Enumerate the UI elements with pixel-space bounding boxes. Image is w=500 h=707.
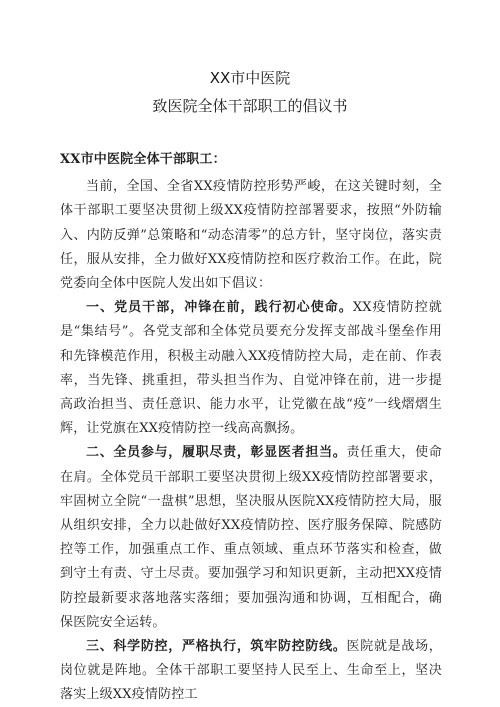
document-body (60, 148, 442, 707)
salutation: XX市中医院全体干部职工： (60, 152, 226, 167)
section-text-3: 医院就是战场，岗位就是阵地。全体干部职工要坚持人民至上、生命至上，坚决落实上级XX疫情防控工 (60, 639, 442, 703)
section-paragraph-3 (60, 635, 442, 707)
section-paragraph-1 (60, 296, 442, 441)
document-title-org: XX市中医院 (209, 69, 291, 87)
intro-paragraph: 当前，全国、全省XX疫情防控形势严峻，在这关键时刻，全体干部职工要坚决贯彻上级XX疫情防控部署要求，按照“外防输入、内防反弹”总策略和“动态清零”的总方针，坚守岗位，落实责任，服从安排，全力做好XX疫情防控和医疗救治工作。在此，院党委向全体中医院人发出如下倡议： (60, 179, 442, 292)
section-heading-2: 二、全员参与，履职尽责，彰显医者担当。 (86, 445, 347, 461)
document-title: 致医院全体干部职工的倡议书 (152, 97, 348, 115)
section-text-1: XX疫情防控就是“集结号”。各党支部和全体党员要充分发挥支部战斗堡垒作用和先锋模范作用，积极主动融入XX疫情防控大局，走在前、作表率，当先锋、挑重担，带头担当作为、自觉冲锋在前，进一步提高政治担当、责任意识、能力水平，让党徽在战“疫”一线熠熠生辉，让党旗在XX疫情防控一线高高飘扬。 (60, 300, 442, 437)
section-heading-1: 一、党员干部，冲锋在前，践行初心使命。 (86, 300, 353, 316)
section-heading-3: 三、科学防控，严格执行，筑牢防控防线。 (86, 639, 347, 655)
section-paragraph-2 (60, 441, 442, 635)
section-text-2: 责任重大，使命在肩。全体党员干部职工要坚决贯彻上级XX疫情防控部署要求，牢固树立全院“一盘棋”思想，坚决服从医院XX疫情防控大局，服从组织安排，全力以赴做好XX疫情防控、医疗服务保障、院感防控等工作，加强重点工作、重点领域、重点环节落实和检查，做到守土有责、守土尽责。要加强学习和知识更新，主动把XX疫情防控最新要求落地落实落细；要加强沟通和协调，互相配合，确保医院安全运转。 (60, 445, 442, 630)
